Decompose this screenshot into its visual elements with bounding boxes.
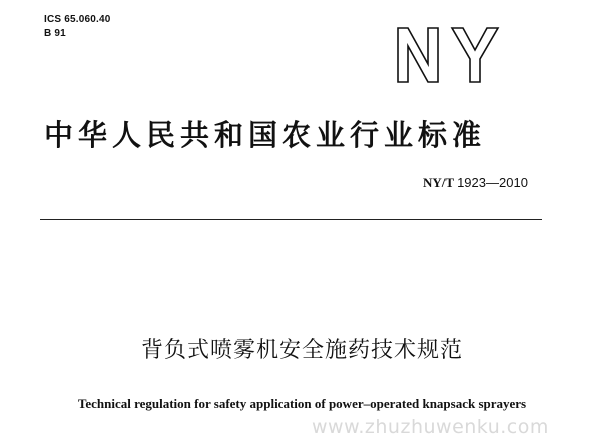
organization-title: 中华人民共和国农业行业标准 xyxy=(44,118,487,152)
header-divider xyxy=(40,219,542,220)
document-title-english: Technical regulation for safety application of power–operated knapsack sprayers xyxy=(77,396,527,411)
document-title-chinese: 背负式喷雾机安全施药技术规范 xyxy=(140,338,463,363)
ccs-code: B 91 xyxy=(44,28,66,39)
standard-number-value: 1923—2010 xyxy=(457,175,528,190)
standard-number-prefix: NY/T xyxy=(423,175,458,190)
standard-number xyxy=(423,175,528,191)
site-watermark: www.zhuzhuwenku.com xyxy=(312,416,549,438)
ny-logo xyxy=(396,26,502,84)
ics-code: ICS 65.060.40 xyxy=(44,14,111,25)
